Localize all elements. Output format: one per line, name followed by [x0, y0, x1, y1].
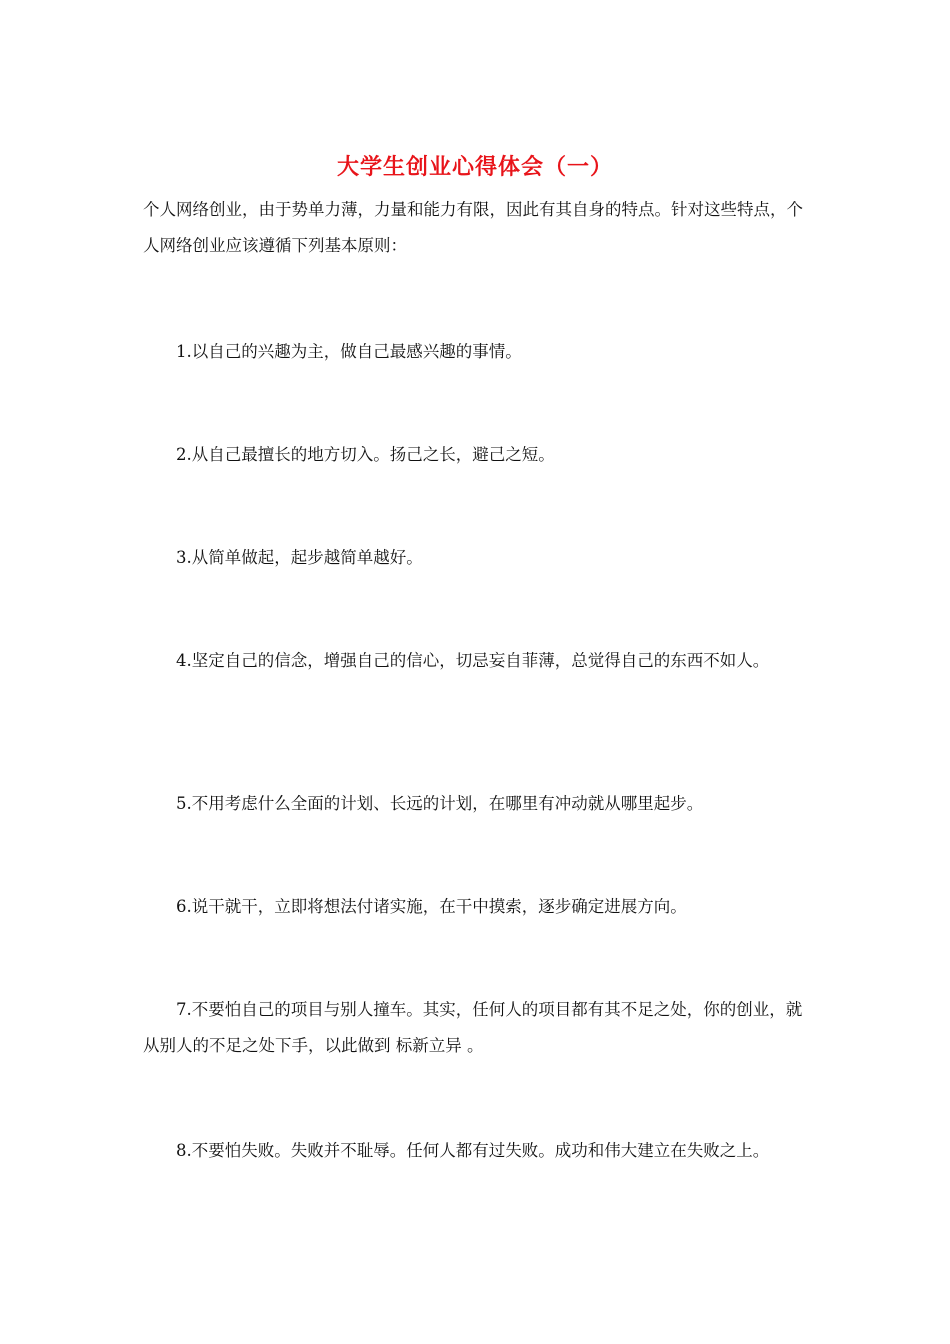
list-item-2: 2.从自己最擅长的地方切入。扬己之长，避己之短。	[176, 445, 555, 464]
list-item-4: 4.坚定自己的信念，增强自己的信心，切忌妄自菲薄，总觉得自己的东西不如人。	[176, 651, 770, 670]
document-title: 大学生创业心得体会（一）	[336, 155, 613, 180]
list-item-3: 3.从简单做起，起步越简单越好。	[176, 548, 423, 567]
list-item-8: 8.不要怕失败。失败并不耻辱。任何人都有过失败。成功和伟大建立在失败之上。	[176, 1141, 770, 1160]
list-item-1: 1.以自己的兴趣为主，做自己最感兴趣的事情。	[176, 342, 522, 361]
list-item-6: 6.说干就干，立即将想法付诸实施，在干中摸索，逐步确定进展方向。	[176, 897, 687, 916]
list-item-5: 5.不用考虑什么全面的计划、长远的计划，在哪里有冲动就从哪里起步。	[176, 794, 704, 813]
list-item-7: 7.不要怕自己的项目与别人撞车。其实，任何人的项目都有其不足之处，你的创业，就从别人的不足之处下手，以此做到 标新立异 。	[143, 1000, 803, 1055]
intro-paragraph: 个人网络创业，由于势单力薄，力量和能力有限，因此有其自身的特点。针对这些特点，个人网络创业应该遵循下列基本原则：	[143, 200, 803, 255]
